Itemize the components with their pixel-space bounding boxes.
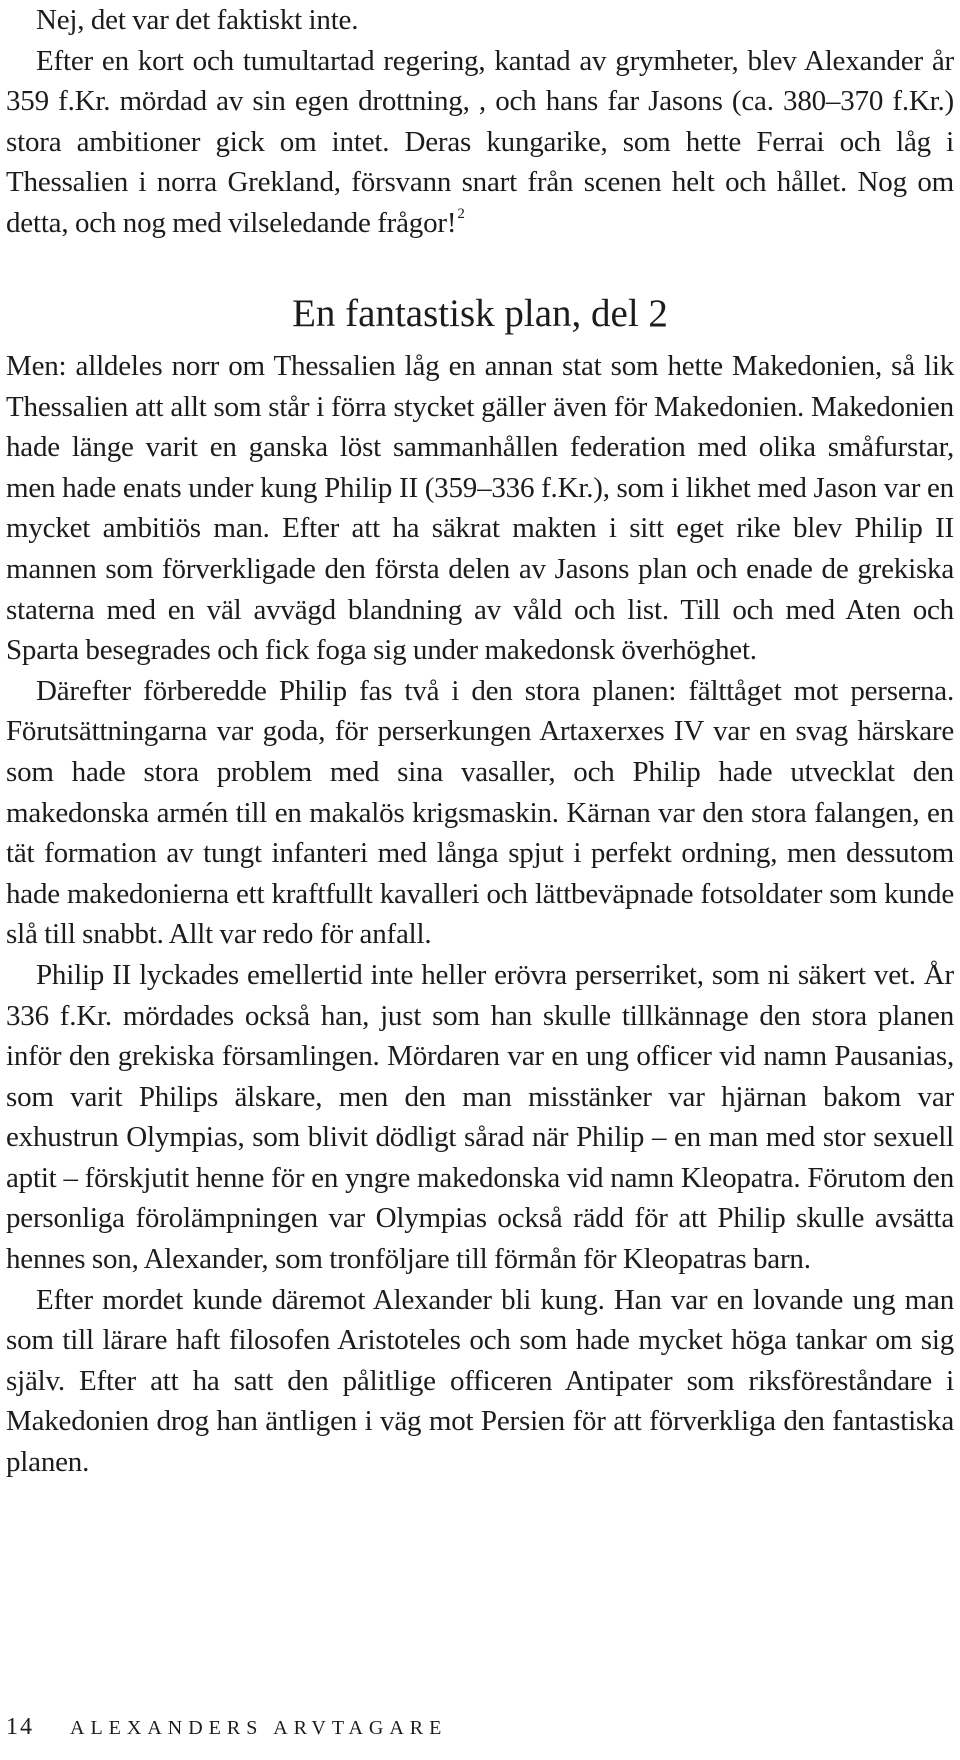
page-number: 14 (6, 1714, 34, 1740)
body-paragraph: Därefter förberedde Philip fas två i den stora planen: fälttåget mot perserna. Förutsättningarna var goda, för perserkungen Artaxerxes IV var en svag härskare som hade stora problem med sina vasaller, och Philip hade utvecklat den makedonska armén till en makalös krigsmaskin. Kärnan var den stora falangen, en tät formation av tungt infanteri med långa spjut i perfekt ordning, men dessutom hade makedonierna ett kraftfullt kavalleri och lättbeväpnade fotsoldater som kunde slå till snabbt. Allt var redo för anfall. (6, 674, 954, 951)
page-footer (6, 1712, 447, 1743)
intro-text (6, 0, 954, 244)
section-body (6, 346, 954, 1483)
footnote-marker[interactable]: 2 (457, 206, 465, 223)
intro-paragraph-2 (6, 41, 954, 244)
body-paragraph: Efter mordet kunde däremot Alexander bli kung. Han var en lovande ung man som till lärare haft filosofen Aristoteles och som hade mycket höga tankar om sig själv. Efter att ha satt den pålitlige officeren Antipater som riksföreståndare i Makedonien drog han äntligen i väg mot Persien för att förverkliga den fantastiska planen. (6, 1283, 954, 1479)
intro-paragraph-1: Nej, det var det faktiskt inte. (36, 4, 359, 36)
running-title: ALEXANDERS ARVTAGARE (70, 1717, 448, 1739)
body-paragraph: Men: alldeles norr om Thessalien låg en annan stat som hette Makedonien, så lik Thessalien att allt som står i förra stycket gäller även för Makedonien. Makedonien hade länge varit en ganska löst sammanhållen federation med olika småfurstar, men hade enats under kung Philip II (359–336 f.Kr.), som i likhet med Jason var en mycket ambitiös man. Efter att ha säkrat makten i sitt eget rike blev Philip II mannen som förverkligade den första delen av Jasons plan och enade de grekiska staterna med en väl avvägd blandning av våld och list. Till och med Aten och Sparta besegrades och fick foga sig under makedonsk överhöghet. (6, 350, 954, 667)
section-heading: En fantastisk plan, del 2 (292, 292, 668, 335)
intro-paragraph-2-text: Efter en kort och tumultartad regering, kantad av grymheter, blev Alexander år 359 f.Kr. mördad av sin egen drottning, , och hans far Jasons (ca. 380–370 f.Kr.) stora ambitioner gick om intet. Deras kungarike, som hette Ferrai och låg i Thessalien i norra Grekland, försvann snart från scenen helt och hållet. Nog om detta, och nog med vilseledande frågor! (6, 44, 954, 239)
body-paragraph: Philip II lyckades emellertid inte heller erövra perserriket, som ni säkert vet. År 336 f.Kr. mördades också han, just som han skulle tillkännage den stora planen inför den grekiska församlingen. Mördaren var en ung officer vid namn Pausanias, som varit Philips älskare, men den man misstänker var hjärnan bakom var exhustrun Olympias, som blivit dödligt sårad när Philip – en man med stor sexuell aptit – förskjutit henne för en yngre makedonska vid namn Kleopatra. Förutom den personliga förolämpningen var Olympias också rädd för att Philip skulle avsätta hennes son, Alexander, som tronföljare till förmån för Kleopatras barn. (6, 958, 954, 1276)
